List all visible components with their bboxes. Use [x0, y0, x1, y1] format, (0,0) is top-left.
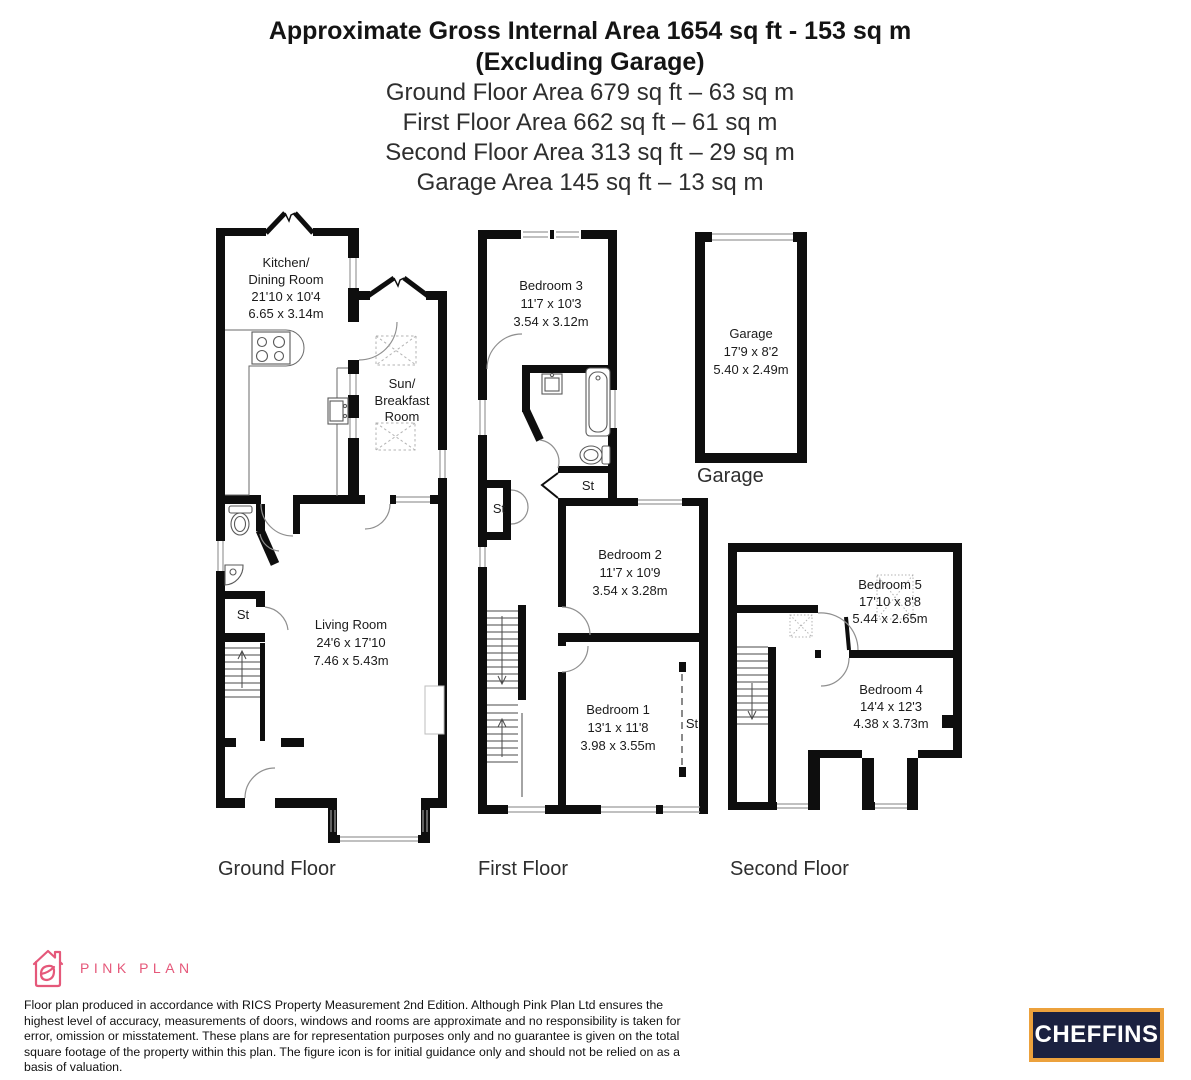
first-floor-stairs	[487, 611, 522, 797]
pink-plan-logo-text: PINK PLAN	[80, 960, 194, 976]
second-floor-walls	[728, 543, 962, 810]
second-floor-windows	[777, 804, 907, 808]
header	[0, 16, 1180, 198]
ground-floor-caption: Ground Floor	[218, 858, 336, 880]
excluding-garage-title: (Excluding Garage)	[475, 48, 705, 76]
second-floor-area-line: Second Floor Area 313 sq ft – 29 sq m	[385, 139, 795, 166]
svg-text:3.98 x 3.55m: 3.98 x 3.55m	[580, 738, 656, 753]
bedroom1-label	[580, 702, 655, 753]
cheffins-logo-text: CHEFFINS	[1034, 1021, 1159, 1048]
svg-text:13'1 x 11'8: 13'1 x 11'8	[587, 720, 649, 735]
kitchen-sink-icon	[328, 398, 348, 424]
ground-floor-stairs	[225, 648, 260, 697]
garage-plan	[695, 222, 810, 467]
svg-text:Garage: Garage	[729, 326, 773, 341]
svg-text:5.40 x 2.49m: 5.40 x 2.49m	[713, 362, 789, 377]
svg-text:Living Room: Living Room	[314, 617, 388, 632]
svg-text:3.54 x 3.12m: 3.54 x 3.12m	[513, 314, 589, 329]
bedroom1-st-label: St	[685, 716, 699, 731]
first-st-label-right: St	[581, 478, 595, 493]
svg-text:Bedroom 5: Bedroom 5	[858, 577, 922, 592]
first-floor-plan	[478, 222, 714, 822]
disclaimer-text: Floor plan produced in accordance with RICS Property Measurement 2nd Edition. Although Pink Plan Ltd ensures the highest level of accuracy, measurements of doors, windows and rooms are approximate and no responsibility is taken for error, omission or misstatement. These plans are for representation purposes only and no guarantee is given on the total square footage of the property within this plan. The figure icon is for initial guidance only and should not be relied on as a basis of valuation.	[24, 998, 681, 1075]
svg-text:21'10 x 10'4: 21'10 x 10'4	[251, 289, 321, 304]
svg-text:Dining Room: Dining Room	[248, 272, 324, 287]
stove-icon	[252, 332, 290, 364]
bathroom-sink-icon	[542, 373, 562, 394]
svg-text:5.44 x 2.65m: 5.44 x 2.65m	[852, 611, 928, 626]
bedroom5-label	[852, 577, 927, 626]
loft-hatch-icon	[790, 615, 812, 637]
first-floor-area-line: First Floor Area 662 sq ft – 61 sq m	[402, 109, 778, 136]
bedroom3-label	[513, 278, 588, 329]
ground-st-label: St	[236, 607, 250, 622]
basin-icon	[225, 565, 243, 585]
svg-text:Sun/: Sun/	[388, 376, 416, 391]
cheffins-logo	[1029, 1008, 1164, 1062]
svg-text:24'6 x 17'10: 24'6 x 17'10	[316, 635, 386, 650]
svg-text:7.46 x 5.43m: 7.46 x 5.43m	[313, 653, 389, 668]
first-st-label-left: St	[492, 501, 506, 516]
pink-plan-logo	[28, 946, 194, 990]
svg-text:6.65 x 3.14m: 6.65 x 3.14m	[248, 306, 324, 321]
toilet-icon	[580, 446, 610, 464]
garage-label	[713, 326, 788, 377]
gross-area-title: Approximate Gross Internal Area 1654 sq ft - 153 sq m	[268, 17, 912, 45]
ground-floor-plan	[216, 210, 458, 858]
svg-text:Bedroom 4: Bedroom 4	[859, 682, 923, 697]
sun-room-label	[375, 376, 430, 424]
first-floor-caption: First Floor	[478, 858, 568, 880]
svg-text:Room: Room	[384, 409, 420, 424]
garage-caption: Garage	[697, 465, 764, 487]
bedroom2-label	[592, 547, 667, 598]
svg-text:17'10 x 8'8: 17'10 x 8'8	[858, 594, 922, 609]
svg-text:11'7 x 10'9: 11'7 x 10'9	[599, 565, 661, 580]
pink-plan-house-icon	[28, 946, 68, 990]
svg-text:Bedroom 3: Bedroom 3	[519, 278, 583, 293]
second-floor-stairs	[737, 647, 768, 724]
svg-text:14'4 x 12'3: 14'4 x 12'3	[859, 699, 923, 714]
svg-text:3.54 x 3.28m: 3.54 x 3.28m	[592, 583, 668, 598]
svg-text:Kitchen/: Kitchen/	[262, 255, 310, 270]
svg-text:Breakfast: Breakfast	[374, 393, 430, 408]
toilet-icon	[229, 506, 252, 535]
svg-text:Bedroom 2: Bedroom 2	[598, 547, 662, 562]
second-floor-caption: Second Floor	[730, 858, 849, 880]
radiator	[425, 686, 444, 734]
svg-text:17'9 x 8'2: 17'9 x 8'2	[723, 344, 779, 359]
second-floor-plan	[728, 543, 962, 813]
svg-text:11'7 x 10'3: 11'7 x 10'3	[520, 296, 582, 311]
svg-text:4.38 x 3.73m: 4.38 x 3.73m	[853, 716, 929, 731]
ground-floor-area-line: Ground Floor Area 679 sq ft – 63 sq m	[385, 79, 795, 106]
kitchen-label	[248, 255, 323, 321]
bathtub-icon	[586, 368, 610, 436]
living-room-label	[313, 617, 388, 668]
bedroom4-label	[853, 682, 928, 731]
svg-text:Bedroom 1: Bedroom 1	[586, 702, 650, 717]
garage-area-line: Garage Area 145 sq ft – 13 sq m	[416, 169, 764, 196]
